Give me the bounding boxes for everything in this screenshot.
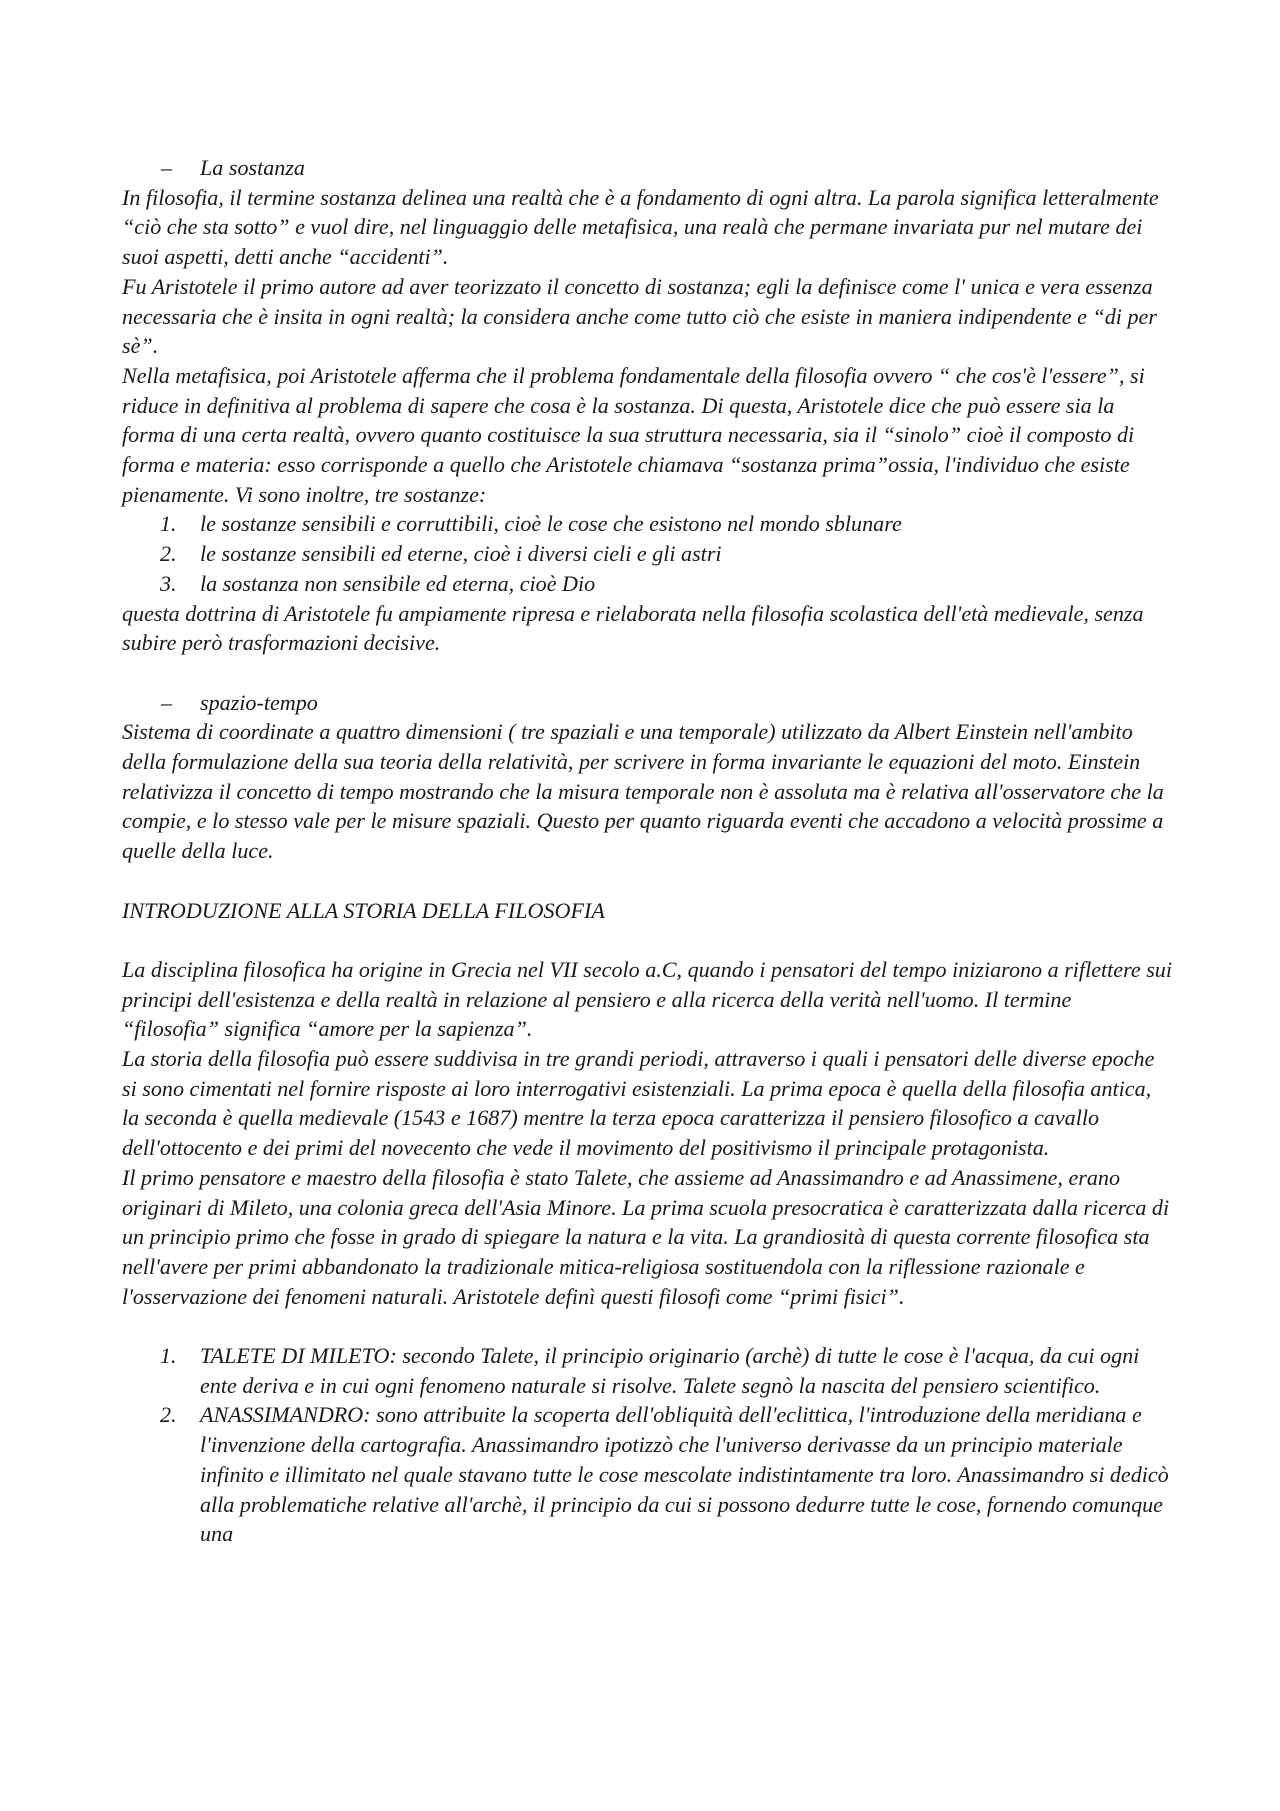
dash-bullet: – <box>161 155 173 180</box>
list-item: 2. ANASSIMANDRO: sono attribuite la scoperta dell'obliquità dell'eclittica, l'introduzione della meridiana e l'invenzione della cartografia. Anassimandro ipotizzò che l'universo derivasse da un principio materiale infinito e illimitato nel quale stavano tutte le cose mescolate indistintamente tra loro. Anassimandro si dedicò alla problematiche relative all'archè, il principio da cui si possono dedurre tutte le cose, fornendo comunque una <box>160 1402 1169 1547</box>
section-title: INTRODUZIONE ALLA STORIA DELLA FILOSOFIA <box>122 897 605 923</box>
paragraph: La disciplina filosofica ha origine in Grecia nel VII secolo a.C, quando i pensatori del tempo iniziarono a riflettere sui principi dell'esistenza e della realtà in relazione al pensiero e alla ricerca della verità nell'uomo. Il termine “filosofia” significa “amore per la sapienza”. <box>122 956 1172 1042</box>
paragraph: Sistema di coordinate a quattro dimensioni ( tre spaziali e una temporale) utilizzato da Albert Einstein nell'ambito della formulazione della sua teoria della relatività, per scrivere in forma invariante le equazioni del moto. Einstein relativizza il concetto di tempo mostrando che la misura temporale non è assoluta ma è relativa all'osservatore che la compie, e lo stesso vale per le misure spaziali. Questo per quanto riguarda eventi che accadono a velocità prossime a quelle della luce. <box>122 719 1164 864</box>
paragraph: Fu Aristotele il primo autore ad aver teorizzato il concetto di sostanza; egli la definisce come l' unica e vera essenza necessaria che è insita in ogni realtà; la considera anche come tutto ciò che esiste in maniera indipendente e “di per sè”. <box>122 273 1157 359</box>
paragraph: La storia della filosofia può essere suddivisa in tre grandi periodi, attraverso i quali i pensatori delle diverse epoche si sono cimentati nel fornire risposte ai loro interrogativi esistenziali. La prima epoca è quella della filosofia antica, la seconda è quella medievale (1543 e 1687) mentre la terza epoca caratterizza il pensiero filosofico a cavallo dell'ottocento e dei primi del novecento che vede il movimento del positivismo il principale protagonista. <box>122 1046 1155 1161</box>
dash-bullet: – <box>161 689 173 715</box>
list-item: 3. la sostanza non sensibile ed eterna, cioè Dio <box>160 570 596 596</box>
document-page <box>122 153 1172 1549</box>
paragraph: In filosofia, il termine sostanza delinea una realtà che è a fondamento di ogni altra. La parola significa letteralmente “ciò che sta sotto” e vuol dire, nel linguaggio delle metafisica, una realà che permane invariata pur nel mutare dei suoi aspetti, detti anche “accidenti”. <box>122 184 1159 270</box>
paragraph: Nella metafisica, poi Aristotele afferma che il problema fondamentale della filosofia ovvero “ che cos'è l'essere”, si riduce in definitiva al problema di sapere che cosa è la sostanza. Di questa, Aristotele dice che può essere sia la forma di una certa realtà, ovvero quanto costituisce la sua struttura necessaria, sia il “sinolo” cioè il composto di forma e materia: esso corrisponde a quello che Aristotele chiamava “sostanza prima”ossia, l'individuo che esiste pienamente. Vi sono inoltre, tre sostanze: <box>122 362 1145 507</box>
list-item: 1. le sostanze sensibili e corruttibili, cioè le cose che esistono nel mondo sblunare <box>160 511 902 537</box>
paragraph: Il primo pensatore e maestro della filosofia è stato Talete, che assieme ad Anassimandro e ad Anassimene, erano originari di Mileto, una colonia greca dell'Asia Minore. La prima scuola presocratica è caratterizzata dalla ricerca di un principio primo che fosse in grado di spiegare la natura e la vita. La grandiosità di questa corrente filosofica sta nell'avere per primi abbandonato la tradizionale mitica-religiosa sostituendola con la riflessione razionale e l'osservazione dei fenomeni naturali. Aristotele definì questi filosofi come “primi fisici”. <box>122 1164 1170 1309</box>
list-item: 1. TALETE DI MILETO: secondo Talete, il principio originario (archè) di tutte le cose è l'acqua, da cui ogni ente deriva e in cui ogni fenomeno naturale si risolve. Talete segnò la nascita del pensiero scientifico. <box>160 1343 1140 1398</box>
list-item: 2. le sostanze sensibili ed eterne, cioè i diversi cieli e gli astri <box>160 541 722 567</box>
spacer <box>122 658 1172 688</box>
heading-spazio-tempo: – spazio-tempo <box>122 688 1172 718</box>
heading-sostanza: – La sostanza <box>122 153 1172 183</box>
spacer <box>122 925 1172 955</box>
philosophers-list <box>122 1341 1172 1549</box>
paragraph: questa dottrina di Aristotele fu ampiamente ripresa e rielaborata nella filosofia scolastica dell'età medievale, senza subire però trasformazioni decisive. <box>122 600 1144 656</box>
substances-list <box>122 509 1172 598</box>
spacer <box>122 866 1172 896</box>
spacer <box>122 1311 1172 1341</box>
